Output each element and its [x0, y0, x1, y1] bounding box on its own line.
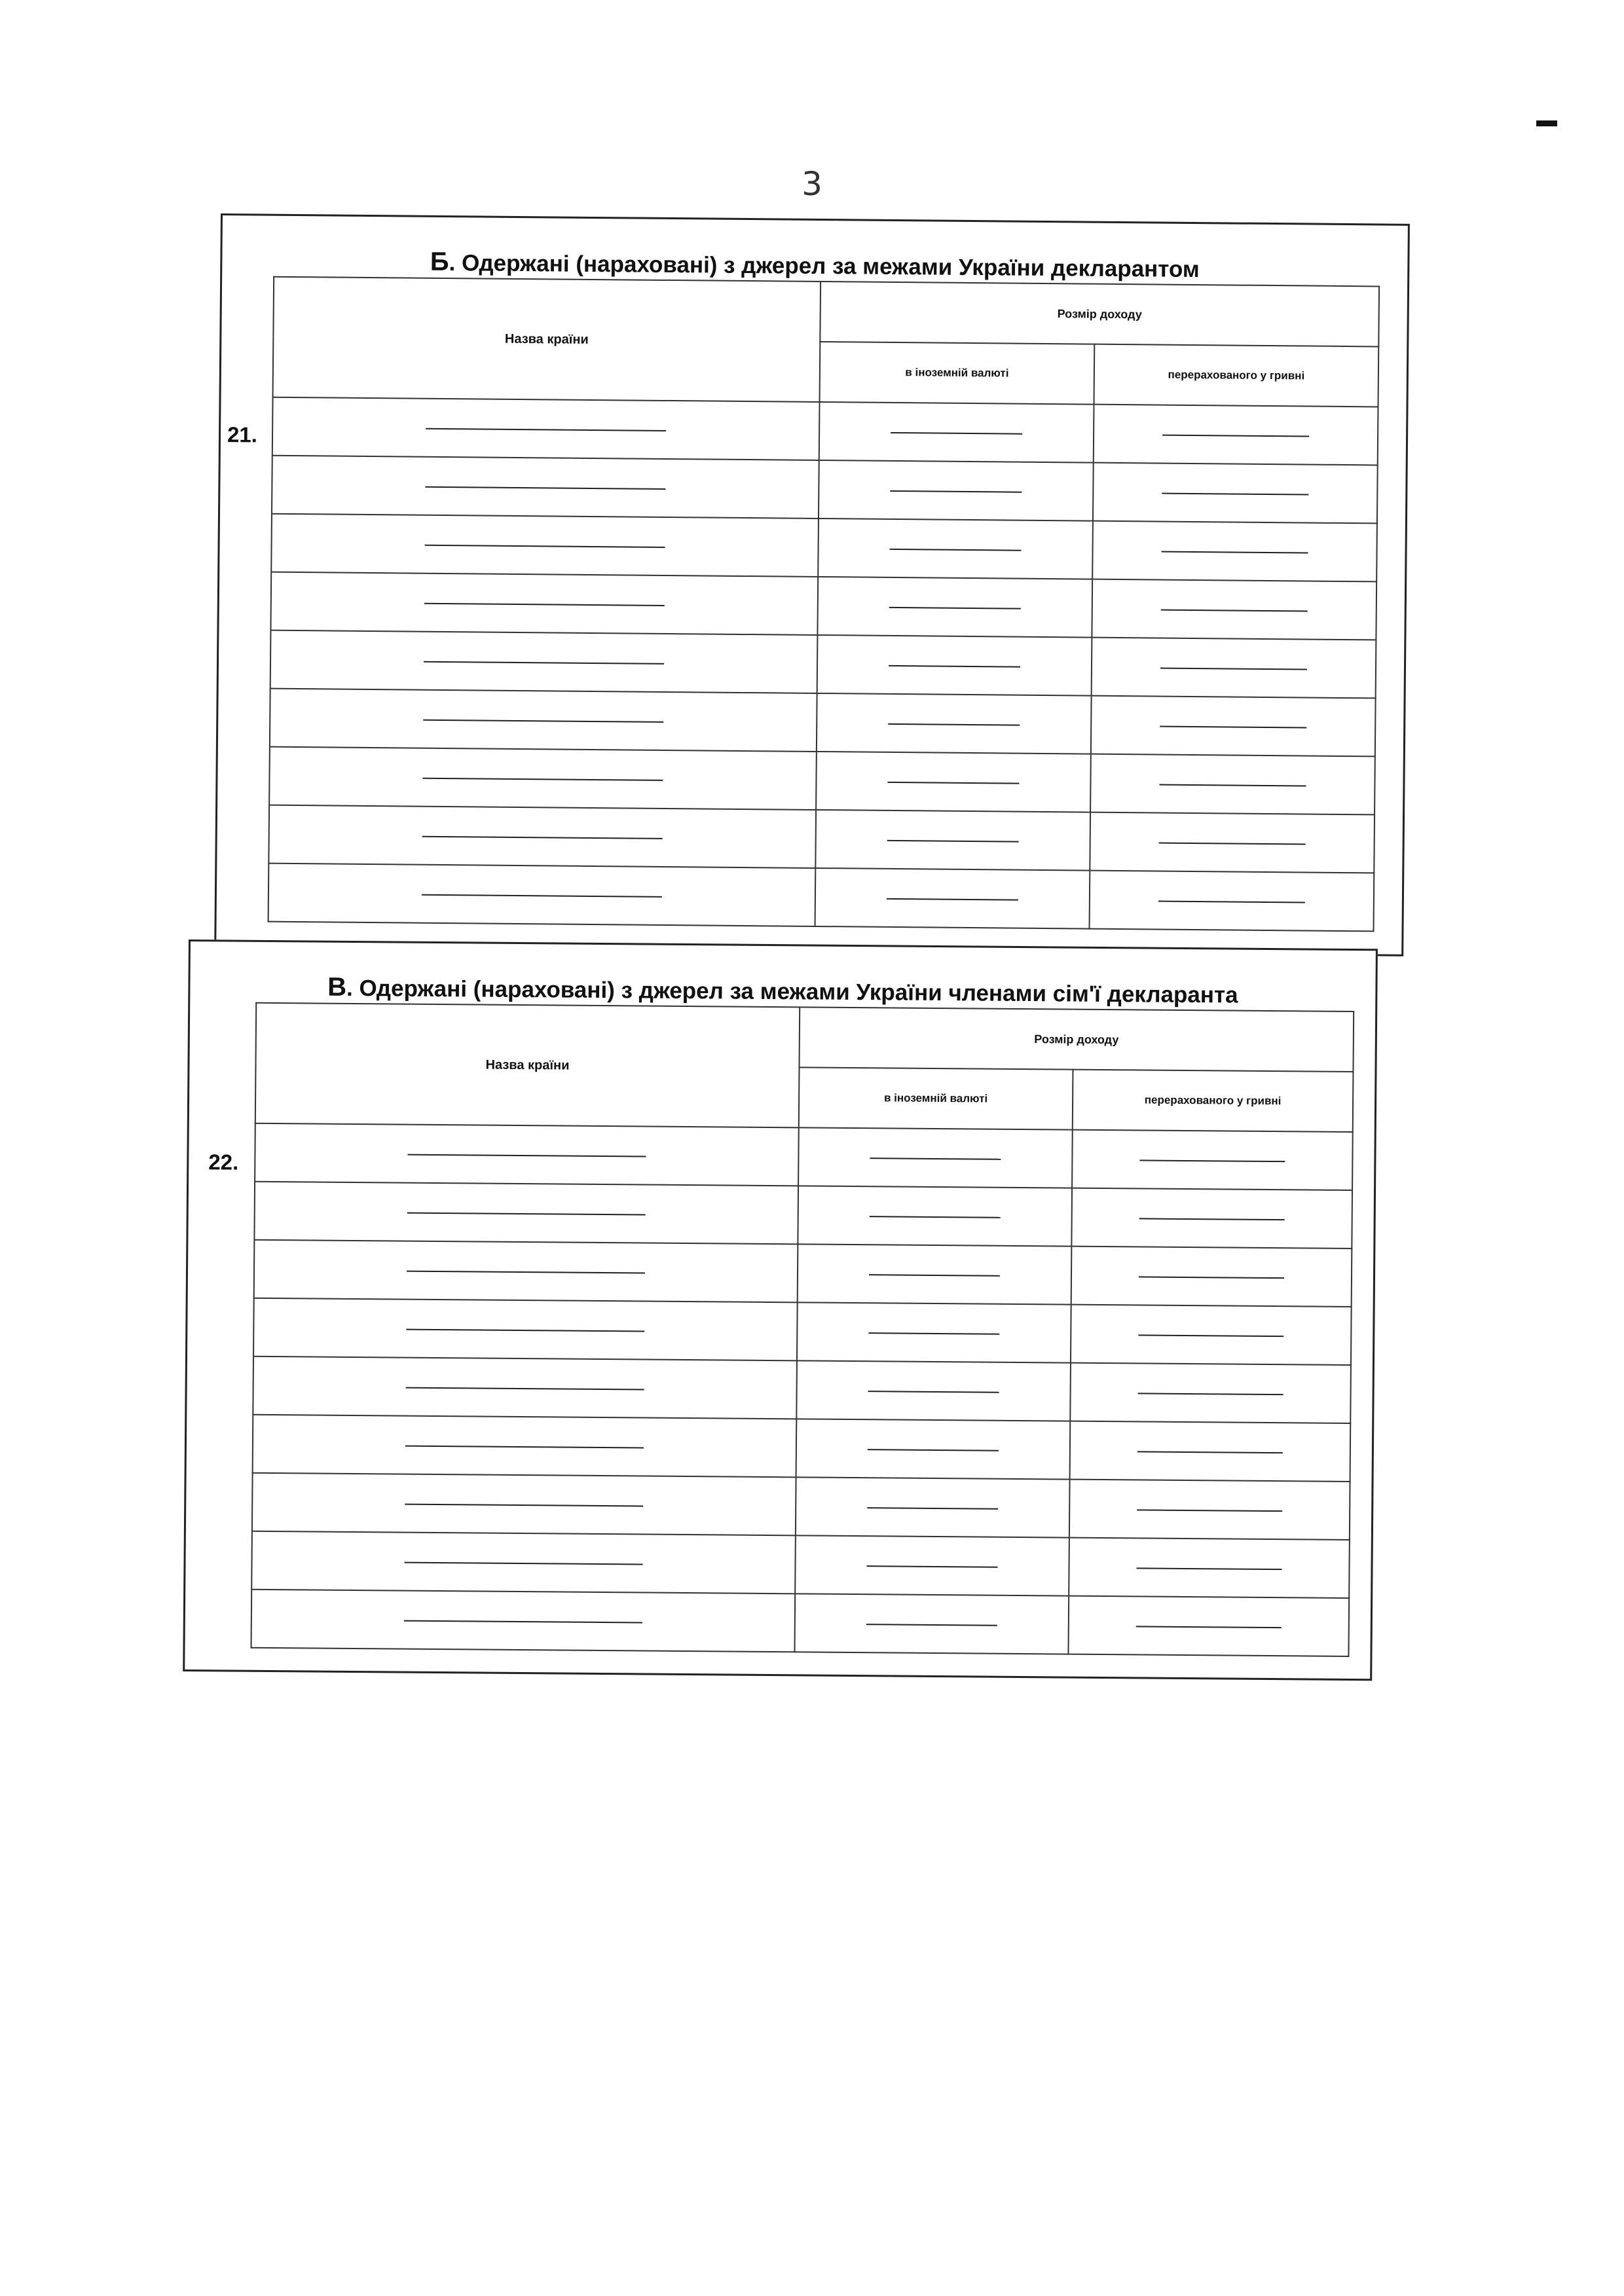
page-number: 3: [802, 165, 822, 203]
empty-dash: [1139, 1334, 1284, 1337]
empty-dash: [1140, 1159, 1285, 1162]
converted-uah-cell[interactable]: [1070, 1421, 1351, 1482]
empty-dash: [423, 777, 663, 780]
empty-dash: [887, 839, 1018, 842]
country-cell[interactable]: [253, 1298, 798, 1361]
country-cell[interactable]: [269, 747, 817, 810]
empty-dash: [404, 1620, 642, 1623]
table-row: [253, 1357, 1351, 1423]
country-cell[interactable]: [253, 1415, 797, 1478]
empty-dash: [1139, 1218, 1285, 1220]
converted-uah-cell[interactable]: [1092, 638, 1376, 699]
section-b-item-number: 21.: [227, 422, 258, 447]
empty-dash: [425, 544, 665, 547]
empty-dash: [405, 1387, 644, 1390]
empty-dash: [1160, 609, 1308, 611]
foreign-currency-cell[interactable]: [795, 1535, 1069, 1595]
country-cell[interactable]: [268, 864, 816, 926]
foreign-currency-cell[interactable]: [794, 1594, 1069, 1654]
country-cell[interactable]: [252, 1473, 796, 1536]
converted-uah-cell[interactable]: [1068, 1596, 1349, 1656]
table-row: [251, 1590, 1350, 1656]
foreign-currency-cell[interactable]: [817, 693, 1092, 754]
table-row: [254, 1240, 1352, 1307]
converted-uah-cell[interactable]: [1094, 405, 1378, 465]
empty-dash: [1158, 900, 1306, 903]
table-row: [270, 572, 1376, 640]
foreign-currency-cell[interactable]: [819, 460, 1094, 521]
header-income-size: Розмір доходу: [799, 1007, 1354, 1072]
header-converted-uah: перерахованого у гривні: [1073, 1070, 1354, 1132]
converted-uah-cell[interactable]: [1092, 521, 1377, 582]
converted-uah-cell[interactable]: [1070, 1363, 1351, 1423]
converted-uah-cell[interactable]: [1071, 1188, 1352, 1248]
converted-uah-cell[interactable]: [1091, 696, 1376, 757]
converted-uah-cell[interactable]: [1090, 812, 1375, 873]
empty-dash: [868, 1391, 999, 1393]
country-cell[interactable]: [254, 1240, 798, 1303]
header-foreign-currency: в іноземній валюті: [799, 1067, 1073, 1129]
empty-dash: [1162, 492, 1309, 495]
empty-dash: [870, 1216, 1001, 1218]
empty-dash: [405, 1503, 643, 1506]
foreign-currency-cell[interactable]: [796, 1477, 1070, 1537]
empty-dash: [1160, 725, 1307, 728]
foreign-currency-cell[interactable]: [797, 1302, 1071, 1362]
country-cell[interactable]: [270, 572, 818, 635]
empty-dash: [407, 1154, 646, 1157]
section-c-title-letter: В: [327, 972, 347, 1002]
country-cell[interactable]: [253, 1357, 797, 1419]
empty-dash: [1138, 1393, 1283, 1395]
empty-dash: [887, 898, 1018, 900]
converted-uah-cell[interactable]: [1069, 1480, 1350, 1540]
empty-dash: [1161, 551, 1308, 553]
empty-dash: [1159, 784, 1306, 786]
empty-dash: [423, 719, 663, 722]
section-b-title-letter: Б: [430, 247, 449, 277]
section-c-item-number: 22.: [208, 1150, 239, 1175]
header-country: Назва країни: [273, 277, 821, 402]
empty-dash: [1136, 1626, 1282, 1628]
converted-uah-cell[interactable]: [1071, 1247, 1352, 1307]
country-cell[interactable]: [255, 1123, 799, 1186]
foreign-currency-cell[interactable]: [817, 635, 1092, 696]
converted-uah-cell[interactable]: [1069, 1538, 1350, 1598]
empty-dash: [426, 486, 666, 489]
header-foreign-currency: в іноземній валюті: [820, 342, 1095, 405]
empty-dash: [1162, 434, 1310, 437]
converted-uah-cell[interactable]: [1090, 754, 1375, 815]
empty-dash: [1158, 842, 1306, 845]
table-row: [252, 1473, 1350, 1540]
empty-dash: [868, 1332, 999, 1335]
foreign-currency-cell[interactable]: [816, 752, 1091, 812]
converted-uah-cell[interactable]: [1072, 1130, 1353, 1190]
converted-uah-cell[interactable]: [1093, 463, 1378, 524]
country-cell[interactable]: [270, 689, 817, 752]
empty-dash: [407, 1212, 646, 1215]
empty-dash: [424, 661, 664, 664]
empty-dash: [407, 1270, 645, 1273]
foreign-currency-cell[interactable]: [817, 577, 1092, 638]
empty-dash: [406, 1328, 644, 1332]
empty-dash: [422, 835, 663, 839]
table-row: [255, 1123, 1353, 1190]
table-row: [270, 630, 1376, 699]
empty-dash: [891, 490, 1022, 492]
empty-dash: [867, 1565, 998, 1568]
corner-mark: [1536, 120, 1557, 126]
country-cell[interactable]: [268, 805, 816, 868]
empty-dash: [404, 1561, 642, 1565]
header-income-size: Розмір доходу: [820, 282, 1379, 346]
section-b-frame: [214, 213, 1410, 957]
foreign-currency-cell[interactable]: [818, 519, 1093, 579]
section-c-table: [250, 1002, 1354, 1657]
converted-uah-cell[interactable]: [1090, 871, 1375, 932]
table-row: [272, 397, 1378, 465]
section-c-title-text: . Одержані (нараховані) з джерел за межами України членами сім'ї декларанта: [346, 975, 1238, 1008]
section-c-frame: [183, 939, 1378, 1681]
empty-dash: [422, 894, 662, 897]
foreign-currency-cell[interactable]: [796, 1419, 1071, 1479]
table-row: [254, 1182, 1352, 1248]
country-cell[interactable]: [272, 397, 820, 460]
converted-uah-cell[interactable]: [1092, 579, 1376, 640]
empty-dash: [868, 1449, 999, 1451]
empty-dash: [889, 606, 1020, 609]
table-row: [253, 1415, 1351, 1482]
empty-dash: [1137, 1451, 1283, 1453]
foreign-currency-cell[interactable]: [798, 1244, 1072, 1304]
empty-dash: [889, 723, 1020, 725]
table-row: [272, 456, 1378, 524]
country-cell[interactable]: [251, 1590, 796, 1652]
empty-dash: [405, 1445, 644, 1448]
empty-dash: [869, 1274, 1000, 1277]
country-cell[interactable]: [271, 514, 819, 577]
empty-dash: [866, 1624, 997, 1626]
table-row: [251, 1531, 1350, 1598]
table-row: [270, 689, 1376, 757]
empty-dash: [888, 781, 1019, 784]
section-b-table: [268, 276, 1380, 932]
foreign-currency-cell[interactable]: [815, 810, 1090, 871]
country-cell[interactable]: [270, 630, 818, 693]
foreign-currency-cell[interactable]: [796, 1360, 1071, 1421]
section-b-title-text: . Одержані (нараховані) з джерел за межами України декларантом: [449, 250, 1200, 283]
empty-dash: [1139, 1276, 1284, 1279]
country-cell[interactable]: [251, 1531, 796, 1594]
converted-uah-cell[interactable]: [1071, 1305, 1352, 1365]
empty-dash: [867, 1507, 998, 1510]
foreign-currency-cell[interactable]: [798, 1127, 1073, 1188]
header-converted-uah: перерахованого у гривні: [1094, 344, 1379, 407]
table-row: [271, 514, 1377, 582]
empty-dash: [1137, 1567, 1282, 1570]
empty-dash: [1137, 1509, 1282, 1512]
foreign-currency-cell[interactable]: [815, 868, 1090, 929]
table-row: [268, 805, 1375, 873]
empty-dash: [424, 602, 665, 606]
empty-dash: [1160, 667, 1308, 670]
country-cell[interactable]: [254, 1182, 798, 1245]
empty-dash: [891, 431, 1022, 434]
header-country: Назва країни: [255, 1003, 800, 1128]
foreign-currency-cell[interactable]: [798, 1186, 1072, 1246]
table-row: [268, 864, 1375, 932]
table-row: [253, 1298, 1352, 1365]
empty-dash: [890, 548, 1021, 551]
table-row: [269, 747, 1375, 815]
country-cell[interactable]: [272, 456, 819, 519]
empty-dash: [889, 665, 1020, 667]
foreign-currency-cell[interactable]: [819, 402, 1094, 463]
empty-dash: [870, 1157, 1001, 1160]
empty-dash: [426, 428, 666, 431]
